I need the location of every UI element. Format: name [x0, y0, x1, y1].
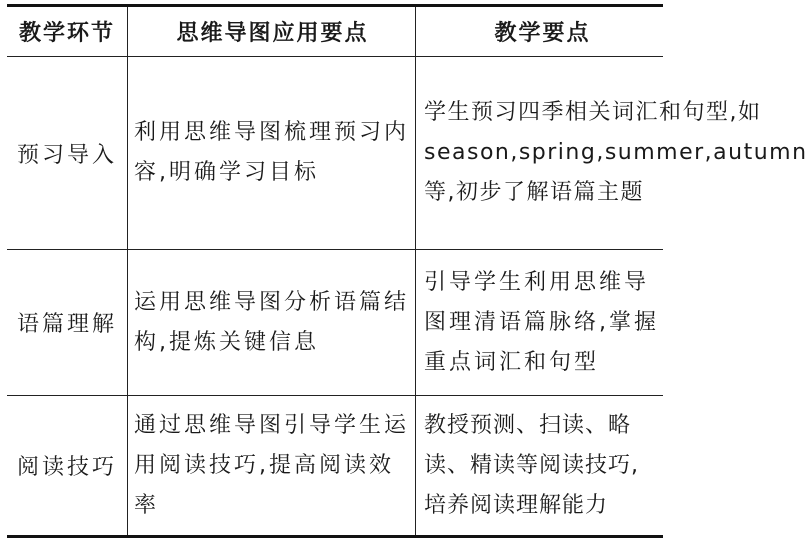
teaching-cell — [416, 57, 808, 249]
mindmap-cell — [128, 57, 416, 249]
stage-cell: 预习导入 — [7, 57, 128, 249]
mindmap-cell — [128, 250, 416, 395]
teaching-cell — [416, 396, 663, 535]
table-header-row — [7, 7, 663, 57]
teaching-text: 学生预习四季相关词汇和句型,如 season,spring,summer,autumn 等,初步了解语篇主题 — [424, 100, 808, 205]
mindmap-cell — [128, 396, 416, 535]
teaching-cell — [416, 250, 663, 395]
table-row — [7, 57, 808, 250]
stage-cell: 阅读技巧 — [7, 396, 128, 535]
mindmap-text: 通过思维导图引导学生运用阅读技巧,提高阅读效率 — [134, 412, 410, 518]
teaching-text: 教授预测、扫读、略读、精读等阅读技巧,培养阅读理解能力 — [424, 412, 639, 518]
header-mindmap-points: 思维导图应用要点 — [128, 7, 416, 56]
table-row — [7, 396, 663, 535]
mindmap-text: 运用思维导图分析语篇结构,提炼关键信息 — [134, 289, 410, 355]
stage-cell: 语篇理解 — [7, 250, 128, 395]
header-teaching-points: 教学要点 — [494, 21, 591, 46]
mindmap-text: 利用思维导图梳理预习内容,明确学习目标 — [134, 120, 410, 185]
table-row — [7, 250, 663, 396]
teaching-table — [7, 4, 808, 538]
header-stage: 教学环节 — [7, 7, 128, 56]
teaching-text: 引导学生利用思维导图理清语篇脉络,掌握重点词汇和句型 — [424, 269, 659, 375]
